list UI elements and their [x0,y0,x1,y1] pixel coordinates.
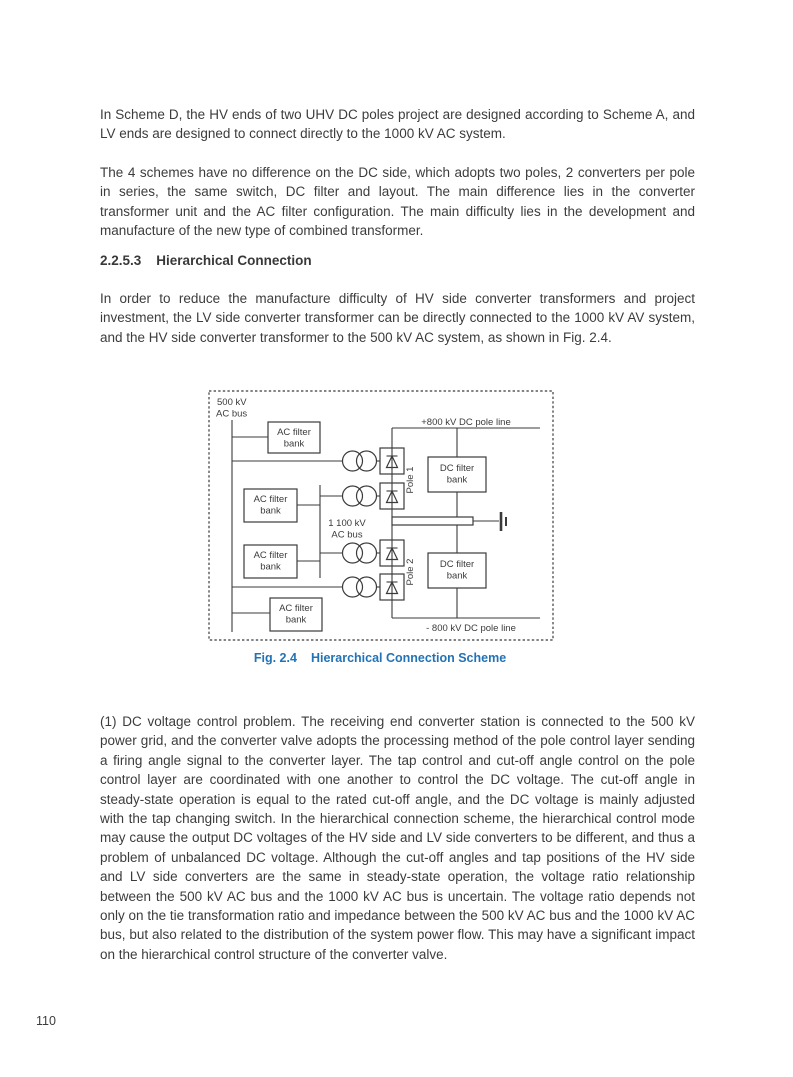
pole1-label: Pole 1 [405,466,416,494]
dc-filter-bank-2-label2: bank [446,570,468,582]
ac-filter-bank-2-label1: AC filter [253,494,288,505]
ac-filter-bank-4-label2: bank [285,614,307,626]
ac-filter-bank-1-label1: AC filter [277,427,311,438]
ac-bus-500kv-label-line1: 500 kV [217,397,247,408]
page-number: 110 [36,1014,56,1028]
figure-2-4-diagram [200,385,560,650]
converter-valve-4 [380,574,404,600]
dc-filter-bank-1-label1: DC filter [439,463,475,474]
dc-filter-bank-1-label2: bank [446,474,468,486]
converter-valve-2 [380,483,404,509]
figure-caption-title: Hierarchical Connection Scheme [310,651,507,665]
figure-caption-label: Fig. 2.4 [253,651,297,665]
section-title: Hierarchical Connection [156,253,312,268]
converter-valve-3 [380,540,404,566]
pole2-label: Pole 2 [405,558,416,586]
ac-bus-500kv-label-line2: AC bus [216,408,248,420]
ac-filter-bank-4-label1: AC filter [279,603,313,614]
positive-pole-label: +800 kV DC pole line [421,417,511,428]
hierarchical-connection-scheme-svg [200,385,560,650]
paragraph-four-schemes: The 4 schemes have no difference on the DC side, which adopts two poles, 2 converters per pole in series, the same switch, DC filter and layout. The main difference lies in the converter transformer unit and the AC filter configuration. The main difficulty lies in the development and manufacture of the new type of combined transformer. [100,165,695,239]
ac-bus-1100kv-label-line2: AC bus [331,529,363,541]
ac-filter-bank-2-label2: bank [260,505,281,517]
paragraph-scheme-d: In Scheme D, the HV ends of two UHV DC poles project are designed according to Scheme A, and LV ends are designed to connect directly to the 1000 kV AC system. [100,107,695,142]
paragraph-dc-voltage-control: (1) DC voltage control problem. The receiving end converter station is connected to the 500 kV power grid, and the converter valve adopts the processing method of the pole control layer sending a firing angle signal to the converter layer. The tap control and cut-off angle control on the pole control layer are coordinated with one another to control the DC voltage. The cut-off angle in steady-state operation is equal to the rated cut-off angle, and the DC voltage is mainly adjusted with the tap changing switch. In the hierarchical connection scheme, the hierarchical control mode may cause the output DC voltages of the HV side and LV side converters to be different, and thus a problem of unbalanced DC voltage. Although the cut-off angles and tap positions of the HV side and LV side converters are the same in steady-state operation, the voltage ratio relationship between the 500 kV AC bus and the 1000 kV AC bus is uncertain. The voltage ratio depends not only on the tie transformation ratio and impedance between the 500 kV AC bus and the 1000 kV AC bus, but also related to the distribution of the system power flow. This may have a significant impact on the hierarchical control structure of the converter valve. [100,714,695,962]
neutral-bus [392,517,473,525]
paragraph-hierarchical-intro: In order to reduce the manufacture difficulty of HV side converter transformers and project investment, the LV side converter transformer can be directly connected to the 1000 kV AV system, and the HV side converter transformer to the 500 kV AC system, as shown in Fig. 2.4. [100,291,695,345]
dc-filter-bank-2-label1: DC filter [439,559,475,570]
converter-valve-1 [380,448,404,474]
section-number: 2.2.5.3 [100,253,142,268]
ac-filter-bank-1-label2: bank [283,438,305,450]
ac-bus-1100kv-label-line1: 1 100 kV [328,518,366,529]
section-heading [100,253,312,268]
ac-filter-bank-3-label1: AC filter [253,550,288,561]
figure-caption [200,651,560,665]
ac-filter-bank-3-label2: bank [260,561,281,573]
negative-pole-label: - 800 kV DC pole line [426,623,516,634]
ground-electrode-icon [501,512,506,531]
